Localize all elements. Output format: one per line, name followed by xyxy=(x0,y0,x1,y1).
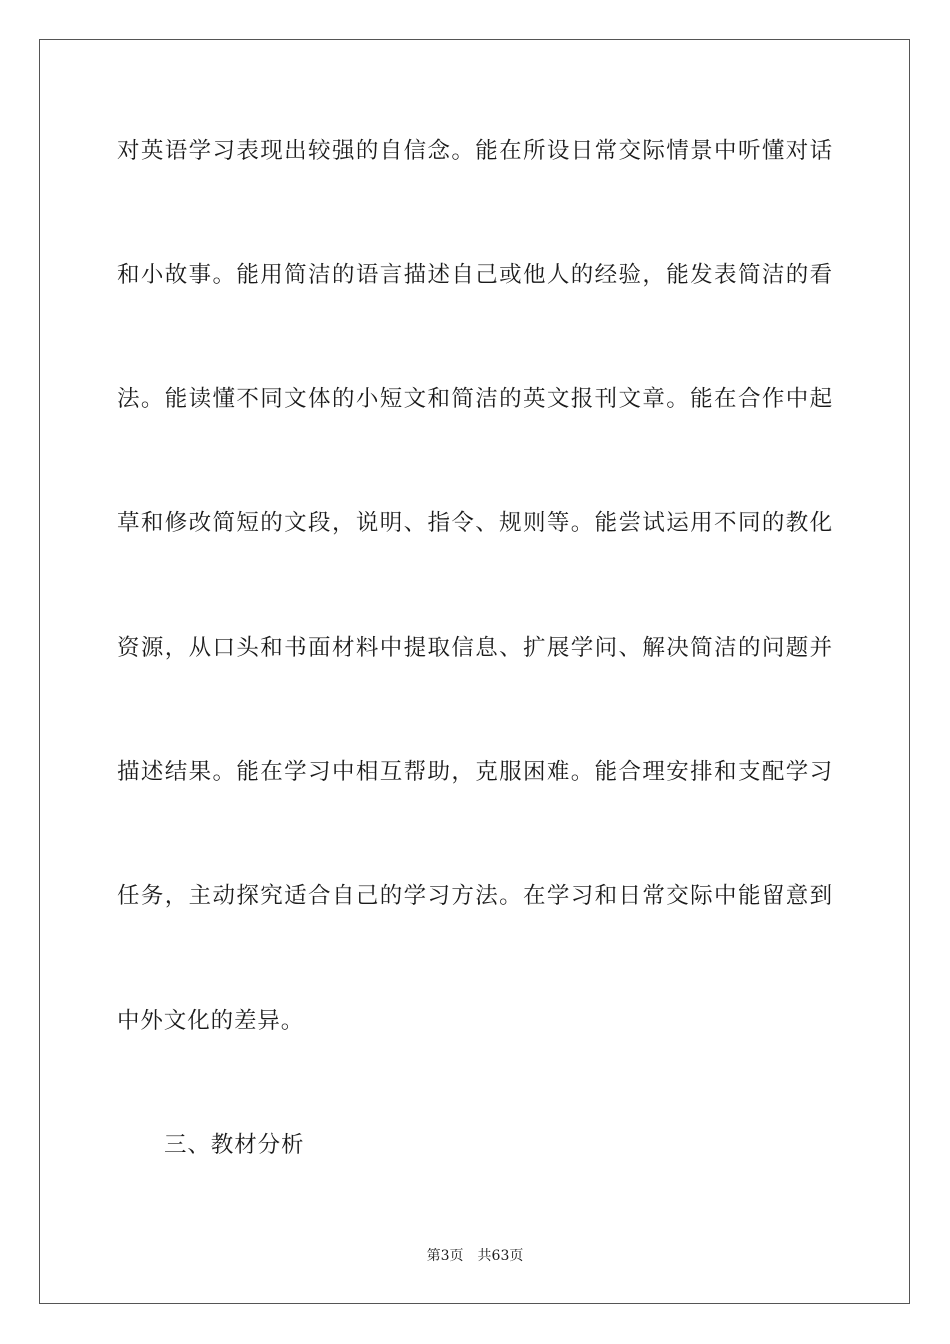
current-page-number: 第3页 xyxy=(426,1248,464,1264)
page-frame xyxy=(39,39,910,1304)
page-footer xyxy=(0,1246,950,1266)
paragraph-line-7: 任务，主动探究适合自己的学习方法。在学习和日常交际中能留意到 xyxy=(117,883,833,909)
paragraph-line-8: 中外文化的差异。 xyxy=(117,1008,305,1034)
paragraph-line-1: 对英语学习表现出较强的自信念。能在所设日常交际情景中听懂对话 xyxy=(117,138,833,164)
paragraph-line-6: 描述结果。能在学习中相互帮助，克服困难。能合理安排和支配学习 xyxy=(117,759,833,785)
paragraph-line-2: 和小故事。能用简洁的语言描述自己或他人的经验，能发表简洁的看 xyxy=(117,262,833,288)
paragraph-line-3: 法。能读懂不同文体的小短文和简洁的英文报刊文章。能在合作中起 xyxy=(117,386,833,412)
paragraph-line-4: 草和修改简短的文段，说明、指令、规则等。能尝试运用不同的教化 xyxy=(117,510,833,536)
paragraph-line-5: 资源，从口头和书面材料中提取信息、扩展学问、解决简洁的问题并 xyxy=(117,635,833,661)
section-heading: 三、教材分析 xyxy=(164,1132,305,1158)
total-page-count: 共63页 xyxy=(477,1248,524,1264)
